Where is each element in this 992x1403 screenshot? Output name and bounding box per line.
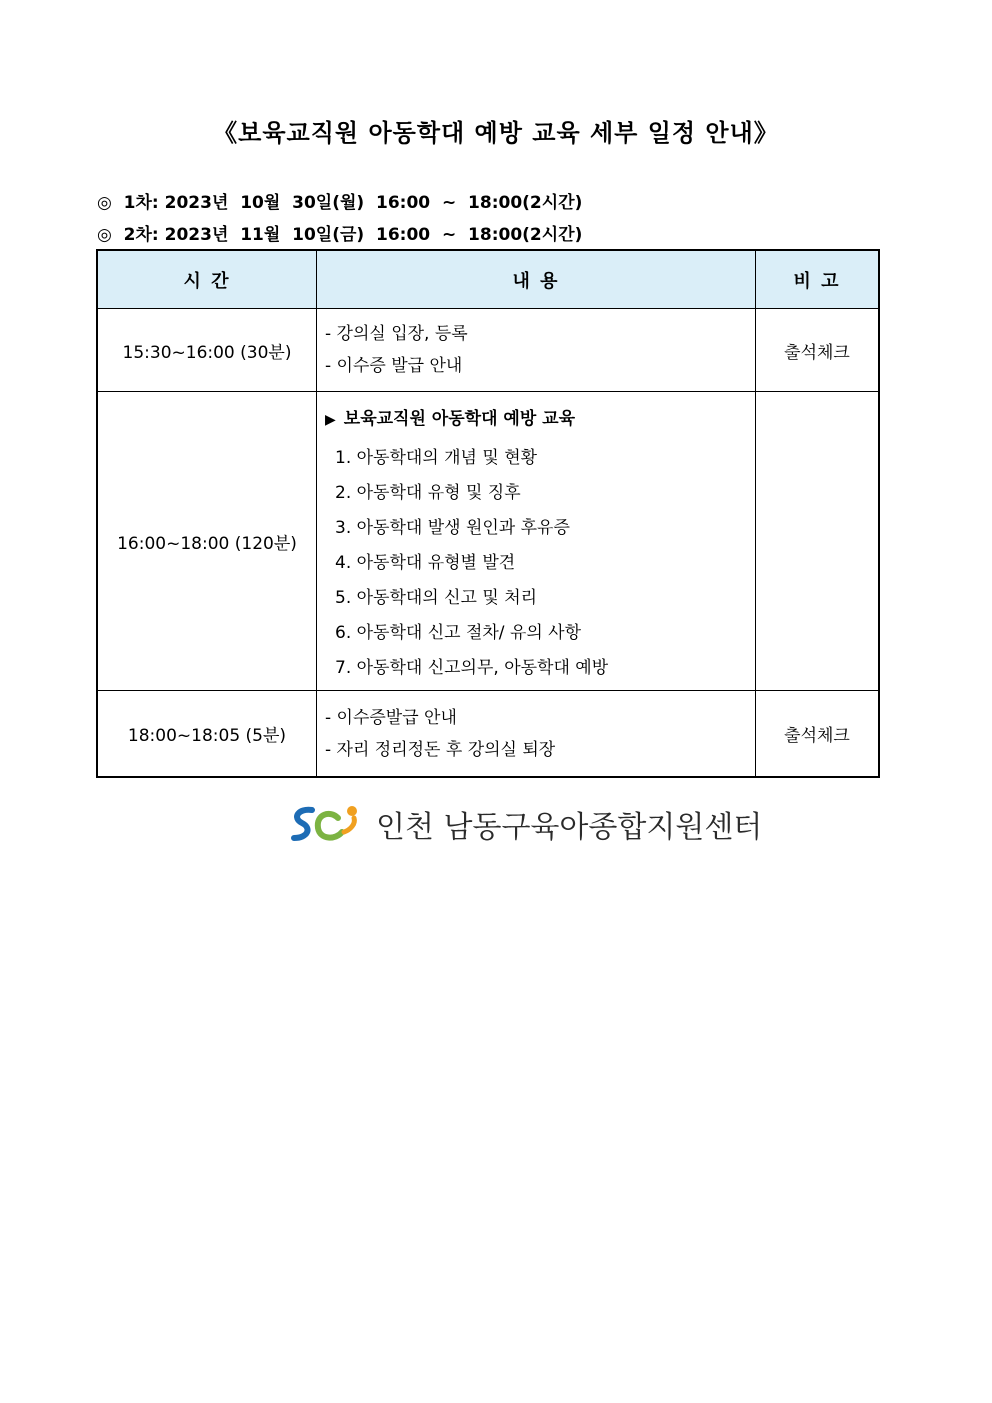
subtitle-text: 보육교직원 아동학대 예방 교육 [343,409,576,429]
session-2: ◎ 2차: 2023년 11월 10일(금) 16:00 ~ 18:00(2시간) [97,225,583,245]
header-content: 내 용 [317,250,756,309]
content-subtitle [325,396,747,441]
sc-logo-icon [290,802,364,846]
page-title: 《보육교직원 아동학대 예방 교육 세부 일정 안내》 [213,119,779,147]
row-time: 16:00~18:00 (120분) [97,392,317,691]
row-time: 18:00~18:05 (5분) [97,691,317,778]
content-line: - 이수증 발급 안내 [325,356,463,376]
content-line: - 이수증발급 안내 [325,707,457,728]
organization-name: 인천 남동구육아종합지원센터 [376,810,763,845]
header-time: 시 간 [97,250,317,309]
list-item: 2. 아동학대 유형 및 징후 [335,483,521,503]
session-1: ◎ 1차: 2023년 10월 30일(월) 16:00 ~ 18:00(2시간) [97,193,583,213]
row-note: 출석체크 [756,309,880,392]
list-item: 3. 아동학대 발생 원인과 후유증 [335,518,570,538]
table-row [97,392,879,691]
row-note: 출석체크 [756,691,880,778]
row-time: 15:30~16:00 (30분) [97,309,317,392]
header-note: 비 고 [756,250,880,309]
row-content [317,691,756,778]
organization-logo [290,801,762,847]
row-note [756,392,880,691]
list-item: 1. 아동학대의 개념 및 현황 [335,448,538,468]
list-item: 4. 아동학대 유형별 발견 [335,553,516,573]
table-row [97,691,879,778]
row-content [317,309,756,392]
topic-list [325,441,747,686]
list-item: 7. 아동학대 신고의무, 아동학대 예방 [335,658,609,678]
content-line: - 자리 정리정돈 후 강의실 퇴장 [325,739,556,760]
content-line: - 강의실 입장, 등록 [325,324,468,344]
schedule-table [96,249,880,778]
list-item: 5. 아동학대의 신고 및 처리 [335,588,538,608]
triangle-right-icon: ▶ [325,412,336,428]
table-header-row [97,250,879,309]
list-item: 6. 아동학대 신고 절차/ 유의 사항 [335,623,582,643]
row-content [317,392,756,691]
table-row [97,309,879,392]
